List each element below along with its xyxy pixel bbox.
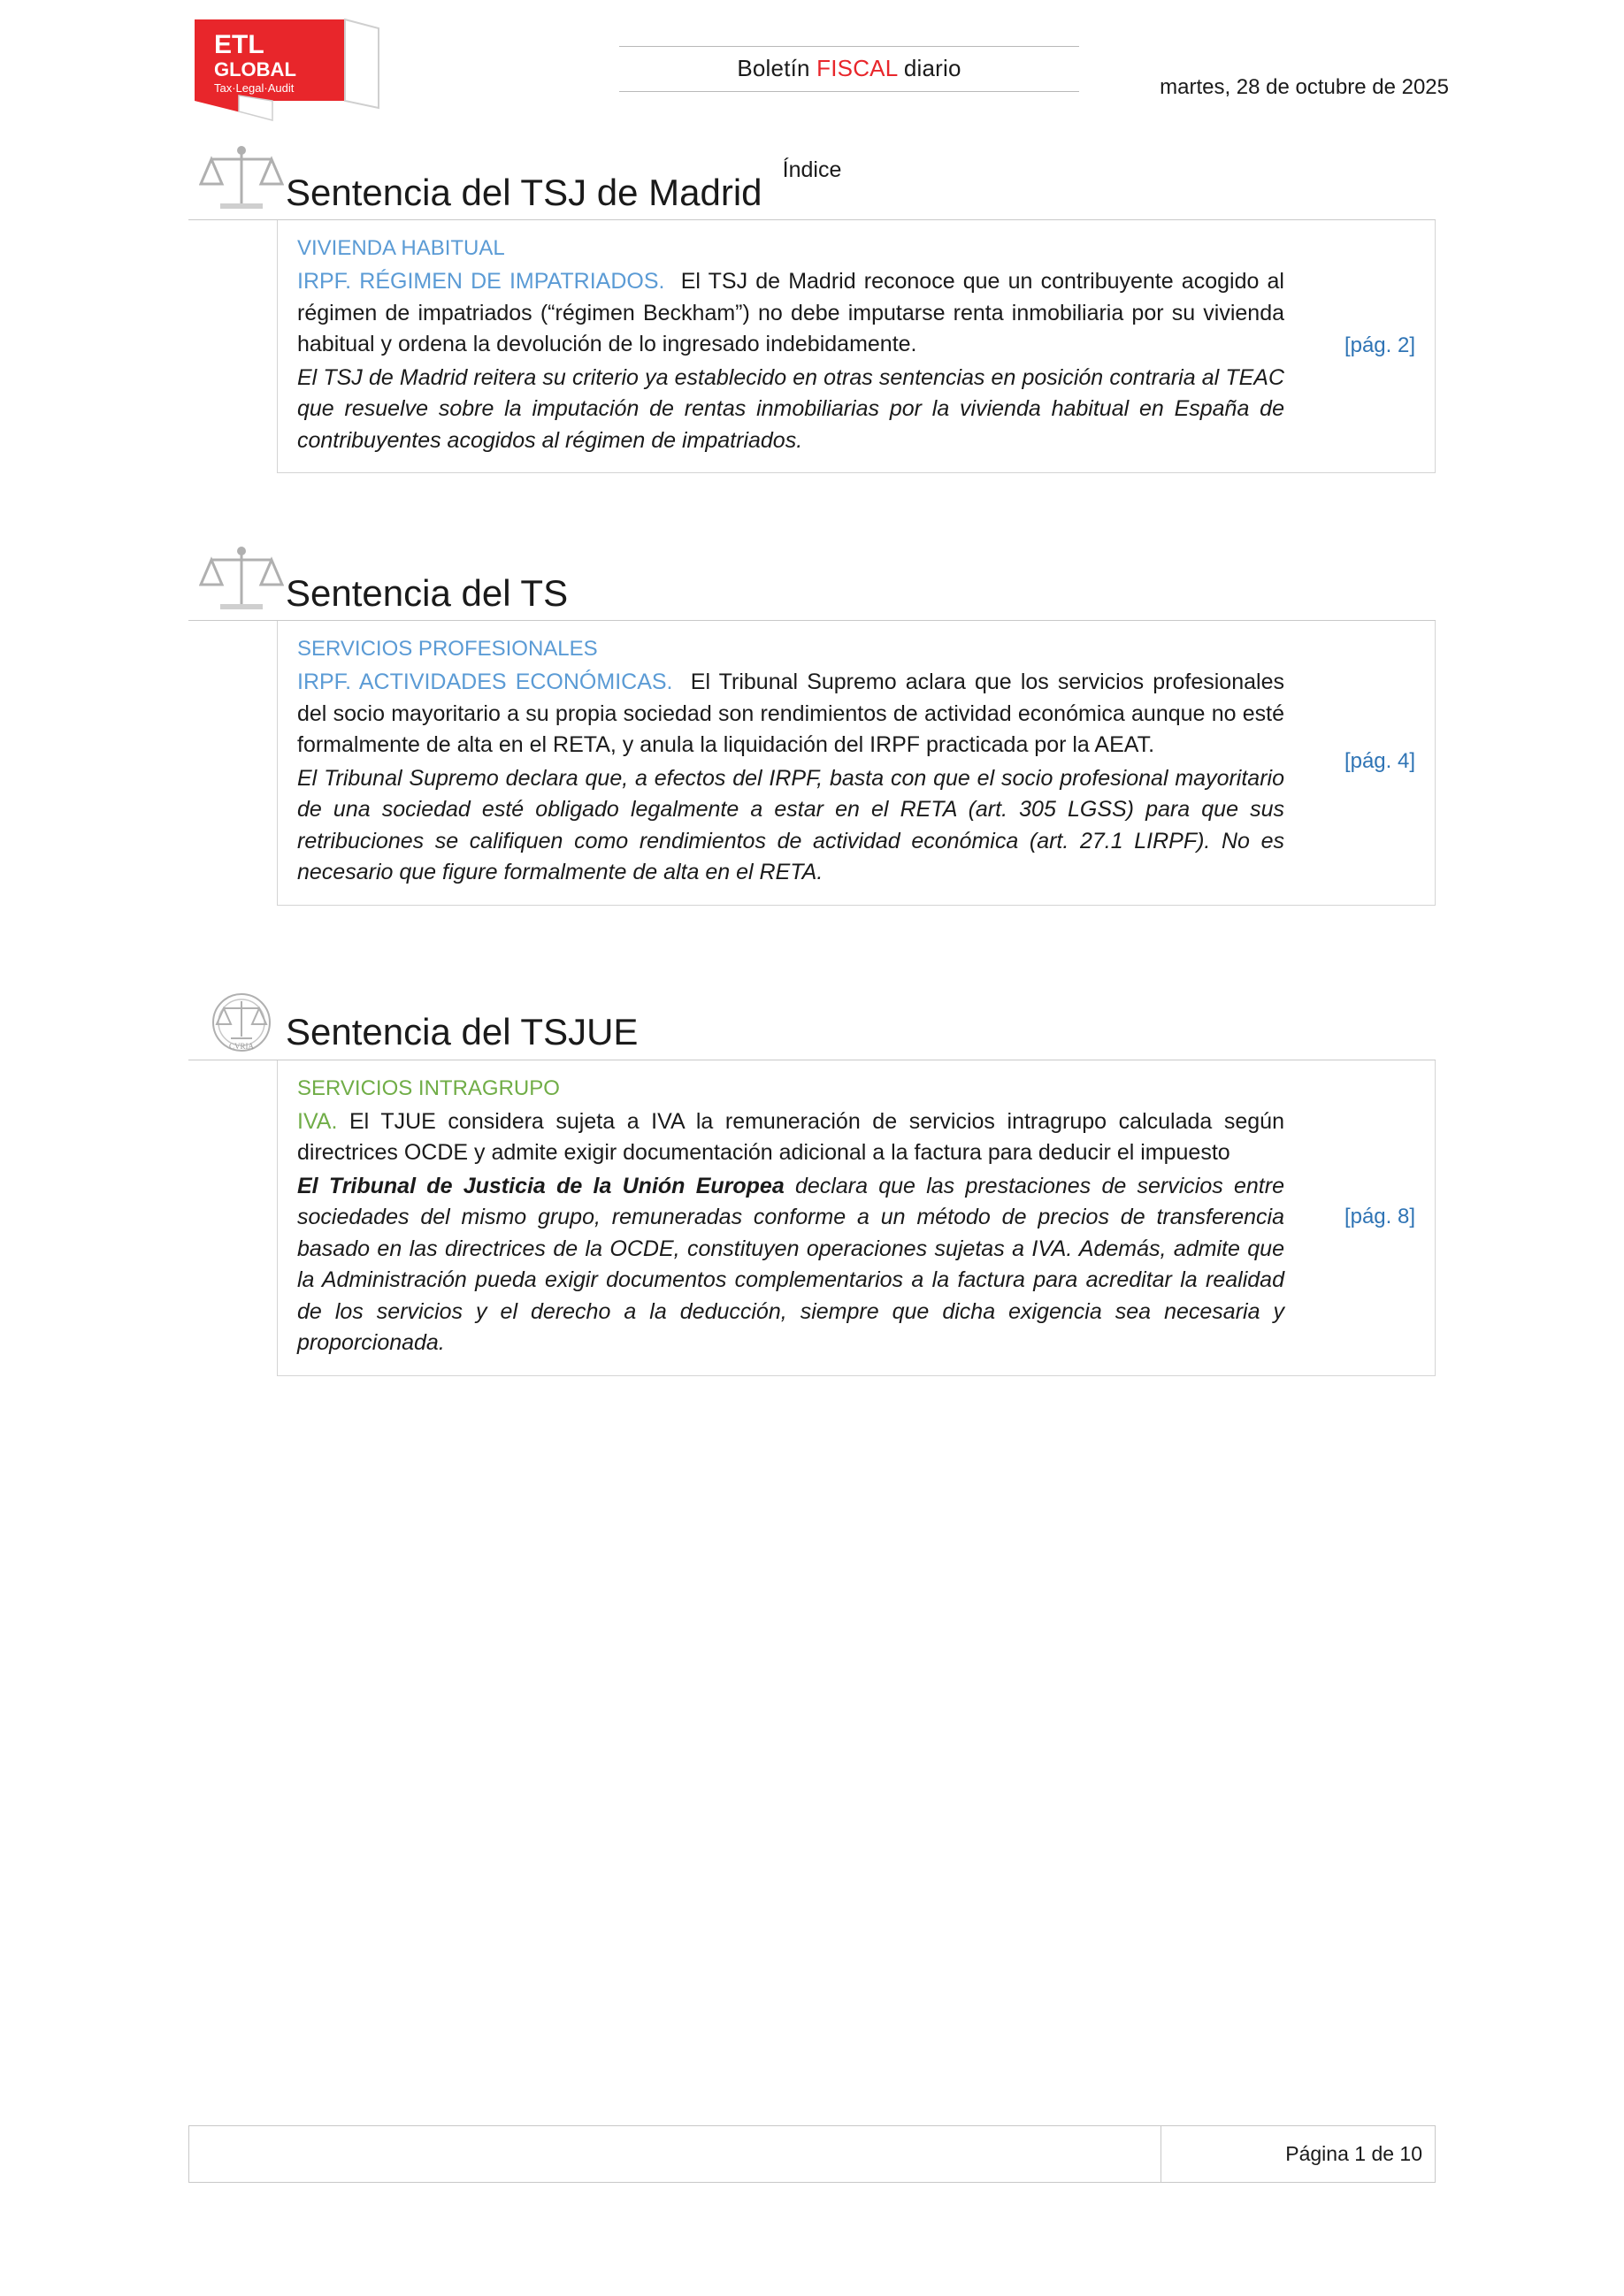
card-summary-text: El TSJ de Madrid reconoce que un contribuyente acogido al régimen de impatriados (“régimen Beckham”) no debe imputarse renta inmobiliaria por su vivienda habitual y ordena la devolución de lo ingresado indebidamente. <box>297 269 1284 356</box>
bulletin-title-accent: FISCAL <box>816 55 898 81</box>
card-lead: IRPF. RÉGIMEN DE IMPATRIADOS. <box>297 269 665 294</box>
card-detail <box>297 1171 1284 1359</box>
card-detail-text: declara que las prestaciones de servicios entre sociedades del mismo grupo, remuneradas conforme a un método de precios de transferencia basado en las directrices de la OCDE, constituyen operaciones sujetas a IVA. Además, admite que la Administración pueda exigir documentos complementarios a la factura para acreditar la realidad de los servicios y el derecho a la deducción, siempre que dicha exigencia sea necesaria y proporcionada. <box>297 1173 1284 1355</box>
section-header <box>188 542 1436 621</box>
svg-text:Tax·Legal·Audit: Tax·Legal·Audit <box>214 81 295 95</box>
card-lead: IVA. <box>297 1108 338 1134</box>
section-header <box>188 982 1436 1060</box>
page-reference-link[interactable]: [pág. 4] <box>1344 749 1415 774</box>
card-kicker: SERVICIOS PROFESIONALES <box>297 637 598 661</box>
section-header <box>188 142 1436 220</box>
page-reference-link[interactable]: [pág. 8] <box>1344 1204 1415 1228</box>
bulletin-title-prefix: Boletín <box>737 55 817 81</box>
card-summary <box>297 266 1284 361</box>
card-detail: El TSJ de Madrid reitera su criterio ya establecido en otras sentencias en posición contraria al TEAC que resuelve sobre la imputación de rentas inmobiliarias por la vivienda habitual en España de contribuyentes acogidos al régimen de impatriados. <box>297 364 1284 453</box>
svg-text:CVRIA: CVRIA <box>228 1041 255 1051</box>
section-tsj-madrid <box>188 142 1436 473</box>
bulletin-title <box>619 46 1079 92</box>
section-title: Sentencia del TSJUE <box>286 1011 639 1053</box>
svg-text:GLOBAL: GLOBAL <box>214 58 296 80</box>
bulletin-title-suffix: diario <box>897 55 961 81</box>
header-title-block <box>619 46 1079 92</box>
card-detail: El Tribunal Supremo declara que, a efectos del IRPF, basta con que el socio profesional mayoritario de una sociedad esté obligado legalmente a estar en el RETA (art. 305 LGSS) para que sus retribuciones se califiquen como rendimientos de actividad económica (art. 27.1 LIRPF). No es necesario que figure formalmente de alta en el RETA. <box>297 765 1284 884</box>
index-label: Índice <box>782 157 842 182</box>
footer-left-cell <box>188 2126 1161 2183</box>
section-title: Sentencia del TSJ de Madrid <box>286 171 762 213</box>
card-kicker: VIVIENDA HABITUAL <box>297 236 505 260</box>
section-title: Sentencia del TS <box>286 571 569 614</box>
card-kicker: SERVICIOS INTRAGRUPO <box>297 1075 560 1100</box>
summary-card <box>277 220 1436 473</box>
section-tsjue <box>188 982 1436 1376</box>
scales-of-justice-icon <box>199 142 284 218</box>
summary-card <box>277 1060 1436 1376</box>
card-summary <box>297 1106 1284 1169</box>
card-summary <box>297 667 1284 762</box>
footer-page-number: Página 1 de 10 <box>1161 2126 1436 2183</box>
card-summary-text: El Tribunal Supremo aclara que los servicios profesionales del socio mayoritario a su propia sociedad son rendimientos de actividad económica aunque no esté formalmente de alta en el RETA, y anula la liquidación del IRPF practicada por la AEAT. <box>297 670 1284 757</box>
document-footer <box>188 2125 1436 2183</box>
document-header <box>0 0 1624 182</box>
header-date: martes, 28 de octubre de 2025 <box>1160 75 1449 99</box>
card-detail-bold: El Tribunal de Justicia de la Unión Europea <box>297 1173 785 1198</box>
etl-global-logo <box>188 16 417 131</box>
svg-text:ETL: ETL <box>214 30 264 59</box>
page-reference-link[interactable]: [pág. 2] <box>1344 333 1415 357</box>
card-summary-text: El TJUE considera sujeta a IVA la remuneración de servicios intragrupo calculada según directrices OCDE y admite exigir documentación adicional a la factura para deducir el impuesto <box>297 1108 1284 1165</box>
cvria-court-seal-icon <box>199 982 284 1058</box>
card-lead: IRPF. ACTIVIDADES ECONÓMICAS. <box>297 670 673 694</box>
section-ts <box>188 542 1436 906</box>
summary-card <box>277 621 1436 906</box>
scales-of-justice-icon <box>199 542 284 618</box>
document-body <box>0 142 1624 1376</box>
